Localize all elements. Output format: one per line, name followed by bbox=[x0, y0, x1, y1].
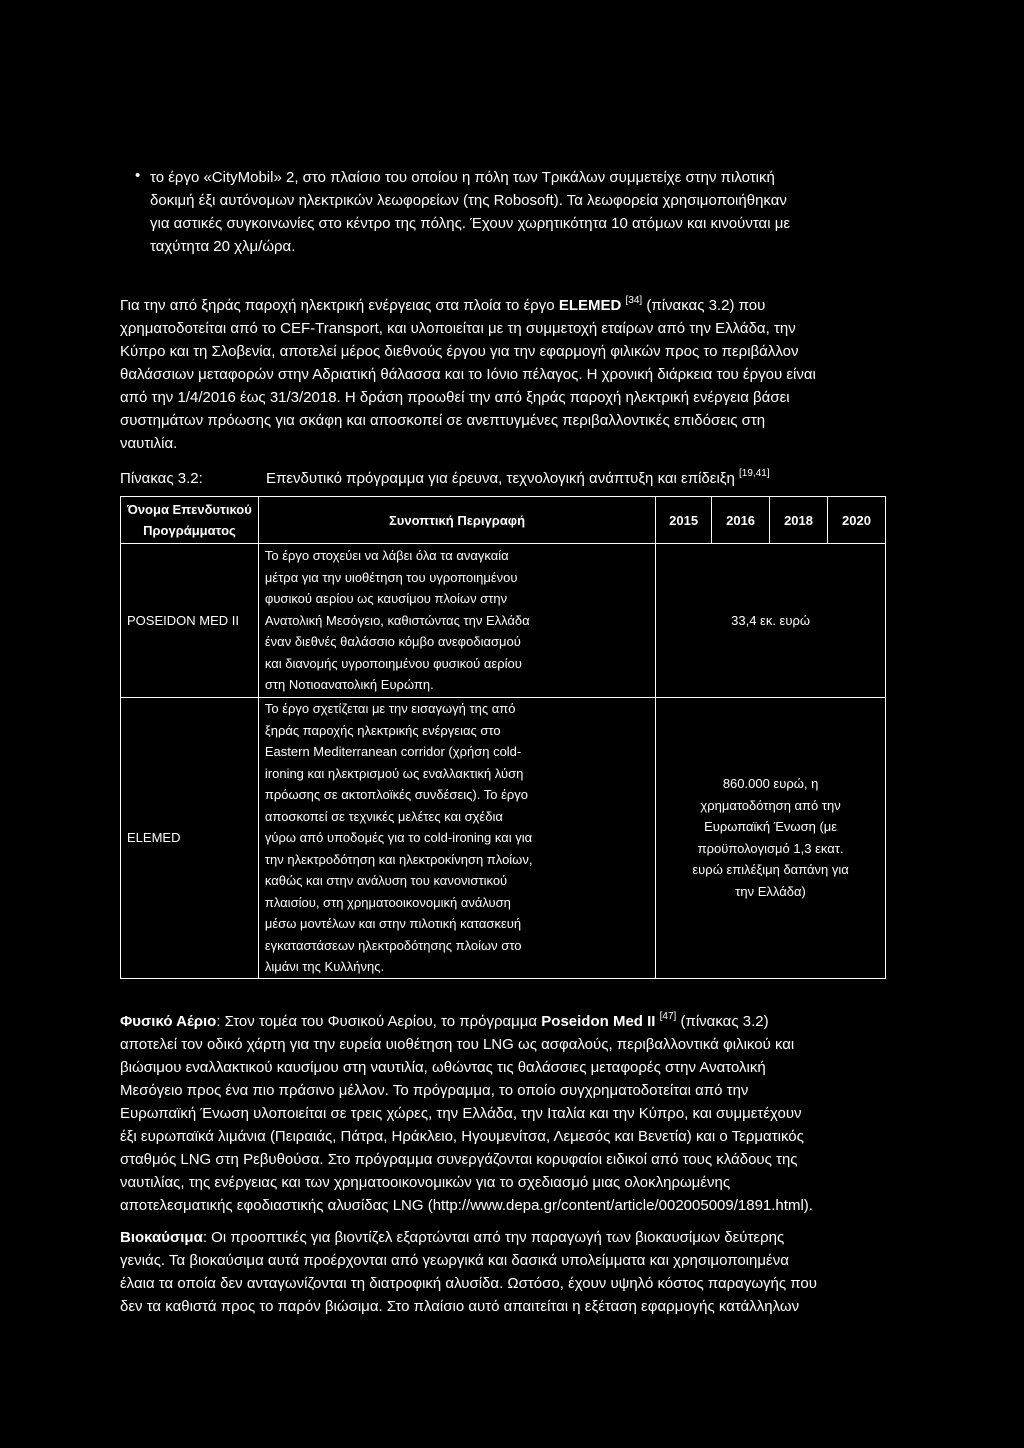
program-name: ELEMED bbox=[121, 698, 259, 979]
citation-ref: [19,41] bbox=[739, 468, 770, 479]
description-line: μέσω μοντέλων και στην πιλοτική κατασκευή bbox=[264, 916, 522, 931]
project-name: ELEMED bbox=[558, 297, 622, 314]
bullet-line: το έργο «CityMobil» 2, στο πλαίσιο του οποίου η πόλη των Τρικάλων συμμετείχε στην πιλοτική bbox=[150, 169, 775, 186]
description-line: την ηλεκτροδότηση και ηλεκτροκίνηση πλοίων, bbox=[264, 851, 533, 867]
program-name: Poseidon Med II bbox=[541, 1013, 656, 1030]
paragraph-tail: (πίνακας 3.2) bbox=[676, 1013, 769, 1030]
budget-line: χρηματοδότηση από την bbox=[700, 797, 841, 813]
paragraph-line: έλαια τα οποία δεν ανταγωνίζονται τη διατροφική αλυσίδα. Ωστόσο, έχουν υψηλό κόστος παραγωγής που bbox=[120, 1275, 817, 1292]
caption-text: Επενδυτικό πρόγραμμα για έρευνα, τεχνολογική ανάπτυξη και επίδειξη bbox=[266, 470, 735, 487]
paragraph-line: ναυτιλία. bbox=[120, 435, 178, 452]
budget-line: 860.000 ευρώ, η bbox=[722, 776, 819, 792]
budget-line: 33,4 εκ. ευρώ bbox=[731, 612, 811, 628]
paragraph-tail: (πίνακας 3.2) που bbox=[642, 297, 766, 314]
description-line: καθώς και στην ανάλυση του κανονιστικού bbox=[264, 873, 508, 888]
citation-ref: [34] bbox=[625, 295, 643, 306]
description-line: Το έργο στοχεύει να λάβει όλα τα αναγκαία bbox=[264, 548, 509, 564]
description-line: λιμάνι της Κυλλήνης. bbox=[264, 959, 385, 974]
paragraph-line: από την 1/4/2016 έως 31/3/2018. Η δράση προωθεί την από ξηράς παροχή ηλεκτρική ενέργεια βάσει bbox=[120, 389, 790, 406]
program-name: POSEIDON MED II bbox=[121, 544, 259, 698]
paragraph-line: ναυτιλίας, της ενέργειας και των χρηματοοικονομικών για το σχεδιασμό μιας ολοκληρωμένης bbox=[120, 1174, 731, 1191]
description-line: πρόωσης σε ακτοπλοϊκές συνδέσεις). Το έργο bbox=[264, 787, 529, 802]
paragraph-line: σταθμός LNG στη Ρεβυθούσα. Στο πρόγραμμα συνεργάζονται κορυφαίοι ειδικοί από τους κλάδους της bbox=[120, 1151, 798, 1168]
paragraph-line: έξι ευρωπαϊκά λιμάνια (Πειραιάς, Πάτρα, Ηράκλειο, Ηγουμενίτσα, Λεμεσός και Βενετία) και ο Τερματικός bbox=[120, 1128, 804, 1145]
description-line: και διανομής υγροποιημένου φυσικού αερίου bbox=[264, 655, 522, 671]
description-line: ξηράς παροχής ηλεκτρικής ενέργειας στο bbox=[264, 722, 501, 738]
paragraph-lead: : Στον τομέα του Φυσικού Αερίου, το πρόγραμμα bbox=[216, 1013, 542, 1030]
paragraph-line: αποτελεσματικής εφοδιαστικής αλυσίδας LNG (http://www.depa.gr/content/article/002005009/1891.html). bbox=[120, 1197, 813, 1214]
paragraph-elemed bbox=[120, 294, 886, 455]
description-line: έναν διεθνές θαλάσσιο κόμβο ανεφοδιασμού bbox=[264, 634, 521, 650]
paragraph-line: συστημάτων πρόωσης για σκάφη και αποσκοπεί σε ανεπτυγμένες περιβαλλοντικές επιδόσεις στη bbox=[120, 412, 766, 429]
header-year: 2015 bbox=[656, 497, 712, 544]
header-year: 2016 bbox=[712, 497, 770, 544]
paragraph-line bbox=[120, 1226, 886, 1249]
description-line: στη Νοτιοανατολική Ευρώπη. bbox=[264, 677, 434, 693]
table-row bbox=[121, 698, 886, 979]
paragraph-lead: : Οι προοπτικές για βιοντίζελ εξαρτώνται από την παραγωγή των βιοκαυσίμων δεύτερης bbox=[202, 1229, 785, 1246]
description-line: ironing και ηλεκτρισμού ως εναλλακτική λύση bbox=[264, 765, 524, 781]
paragraph-line: Ευρωπαϊκή Ένωση υλοποιείται σε τρεις χώρες, την Ελλάδα, την Ιταλία και την Κύπρο, και συμμετέχουν bbox=[120, 1105, 802, 1122]
header-year: 2020 bbox=[828, 497, 886, 544]
table-header-row bbox=[121, 497, 886, 544]
budget-line: Ευρωπαϊκή Ένωση (με bbox=[704, 819, 838, 835]
paragraph-line: δεν τα καθιστά προς το παρόν βιώσιμα. Στο πλαίσιο αυτό απαιτείται η εξέταση εφαρμογής κατάλληλων bbox=[120, 1298, 800, 1315]
paragraph-line: Μεσόγειο προς ένα πιο πράσινο μέλλον. Το πρόγραμμα, το οποίο συγχρηματοδοτείται από την bbox=[120, 1082, 749, 1099]
program-description bbox=[258, 698, 655, 979]
bullet-line: ταχύτητα 20 χλμ/ώρα. bbox=[150, 238, 296, 255]
paragraph-natural-gas bbox=[120, 1010, 886, 1217]
description-line: φυσικού αερίου ως καυσίμου πλοίων στην bbox=[264, 591, 508, 607]
description-line: γύρω από υποδομές για το cold-ironing και για bbox=[264, 830, 533, 845]
paragraph-line: αποτελεί τον οδικό χάρτη για την ευρεία υιοθέτηση του LNG ως ασφαλούς, περιβαλλοντικά φιλικού και bbox=[120, 1036, 795, 1053]
section-term: Βιοκαύσιμα bbox=[120, 1229, 203, 1246]
budget-line: ευρώ επιλέξιμη δαπάνη για bbox=[692, 862, 849, 878]
description-line: μέτρα για την υιοθέτηση του υγροποιημένου bbox=[264, 569, 518, 585]
description-line: Eastern Mediterranean corridor (χρήση cold- bbox=[264, 744, 522, 759]
citation-ref: [47] bbox=[659, 1011, 677, 1022]
paragraph-biofuels bbox=[120, 1226, 886, 1318]
paragraph-line: Κύπρο και τη Σλοβενία, αποτελεί μέρος διεθνούς έργου για την εφαρμογή φιλικών προς το περιβάλλον bbox=[120, 343, 799, 360]
bullet-line: δοκιμή έξι αυτόνομων ηλεκτρικών λεωφορείων (της Robosoft). Τα λεωφορεία χρησιμοποιήθηκαν bbox=[150, 192, 787, 209]
paragraph-line: γενιάς. Τα βιοκαύσιμα αυτά προέρχονται από γεωργικά και δασικά υπολείμματα και χρησιμοποιημένα bbox=[120, 1252, 789, 1269]
description-line: εγκαταστάσεων ηλεκτροδότησης πλοίων στο bbox=[264, 937, 522, 953]
caption-label: Πίνακας 3.2: bbox=[120, 470, 203, 487]
paragraph-line bbox=[120, 1010, 886, 1033]
description-line: Το έργο σχετίζεται με την εισαγωγή της από bbox=[264, 701, 516, 716]
description-line: πλαισίου, στη χρηματοοικονομική ανάλυση bbox=[264, 894, 511, 910]
description-line: Ανατολική Μεσόγειο, καθιστώντας την Ελλάδα bbox=[264, 612, 530, 628]
bullet-marker: • bbox=[135, 167, 141, 184]
program-description bbox=[258, 544, 655, 698]
investment-programs-table bbox=[120, 496, 886, 979]
table-row bbox=[121, 544, 886, 698]
header-program-name: Όνομα Επενδυτικού Προγράμματος bbox=[121, 497, 259, 544]
bullet-line: για αστικές συγκοινωνίες στο κέντρο της πόλης. Έχουν χωρητικότητα 10 ατόμων και κινούνται με bbox=[150, 215, 791, 232]
paragraph-line: βιώσιμου εναλλακτικού καυσίμου στη ναυτιλία, ωθώντας τις θαλάσσιες μεταφορές στην Ανατολική bbox=[120, 1059, 766, 1076]
program-budget bbox=[656, 544, 886, 698]
budget-line: την Ελλάδα) bbox=[735, 883, 806, 899]
header-year: 2018 bbox=[770, 497, 828, 544]
bullet-item bbox=[135, 166, 890, 258]
table-caption bbox=[120, 467, 886, 490]
section-term: Φυσικό Αέριο bbox=[120, 1013, 217, 1030]
paragraph-line: χρηματοδοτείται από το CEF-Transport, και υλοποιείται με τη συμμετοχή εταίρων από την Ελλάδα, την bbox=[120, 320, 796, 337]
paragraph-lead: Για την από ξηράς παροχή ηλεκτρική ενέργειας στα πλοία το έργο bbox=[120, 297, 559, 314]
paragraph-line bbox=[120, 294, 886, 317]
header-description: Συνοπτική Περιγραφή bbox=[258, 497, 655, 544]
budget-line: προϋπολογισμό 1,3 εκατ. bbox=[697, 840, 844, 856]
paragraph-line: θαλάσσιων μεταφορών στην Αδριατική θάλασσα και το Ιόνιο πέλαγος. Η χρονική διάρκεια του έργου είναι bbox=[120, 366, 816, 383]
program-budget bbox=[656, 698, 886, 979]
description-line: αποσκοπεί σε τεχνικές μελέτες και σχέδια bbox=[264, 808, 503, 824]
